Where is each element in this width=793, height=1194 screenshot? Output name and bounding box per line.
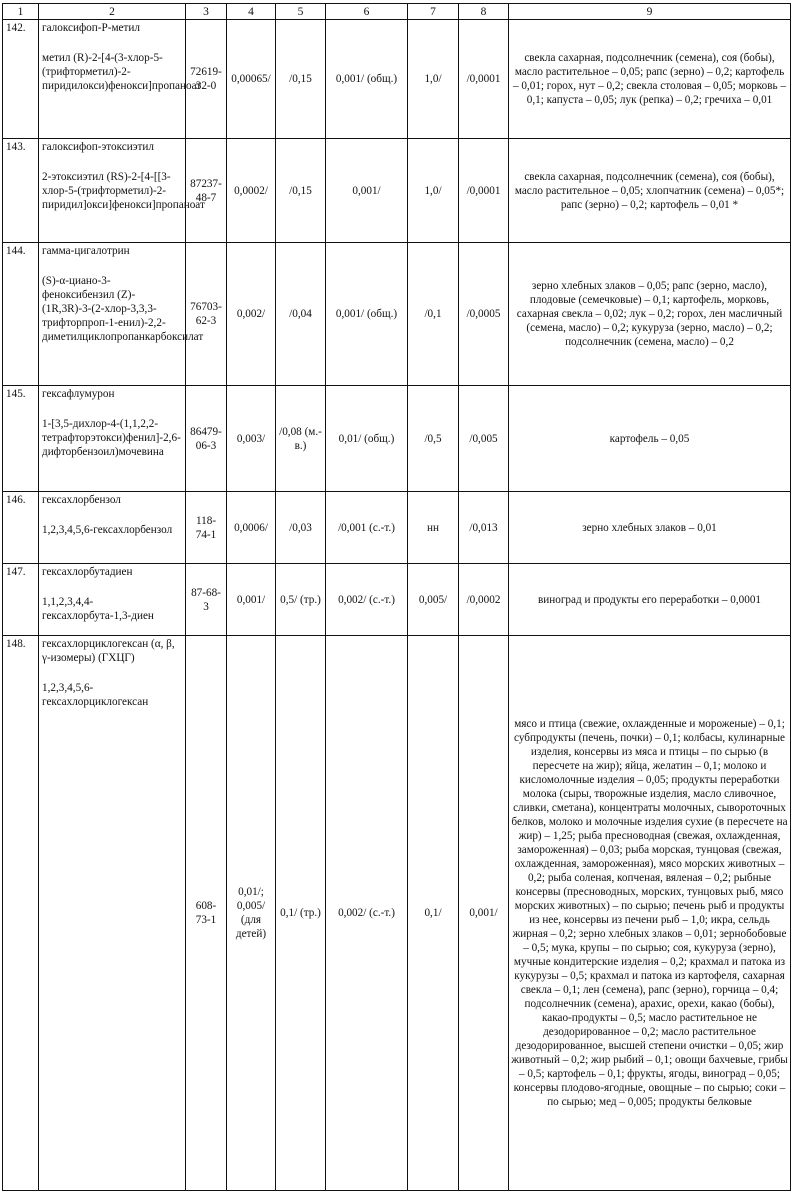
chemical-name: метил (R)-2-[4-(3-хлор-5-(трифторметил)-2-пиридилокси)фенокси]пропаноат — [42, 52, 202, 92]
food-limits: зерно хлебных злаков – 0,01 — [509, 492, 791, 564]
value-col6: 0,002/ (с.-т.) — [326, 564, 408, 636]
substance-name: гексафлумурон — [42, 388, 115, 400]
value-col7: нн — [408, 492, 459, 564]
column-number-row — [3, 4, 791, 20]
cas-number: 86479-06-3 — [186, 386, 227, 492]
substance-name: гексахлорбензол — [42, 494, 121, 506]
food-limits: свекла сахарная, подсолнечник (семена), соя (бобы), масло растительное – 0,05; рапс (зерно) – 0,2; картофель – 0,01; горох, нут – 0,2; свекла столовая – 0,05; морковь – 0,1; капуста – 0,05; лук (репка) – 0,2; гречиха – 0,01 — [509, 20, 791, 139]
table-row — [3, 139, 791, 243]
column-header: 8 — [459, 4, 509, 20]
value-col5: /0,03 — [276, 492, 326, 564]
table-row — [3, 636, 791, 1191]
value-col8: /0,005 — [459, 386, 509, 492]
column-header: 9 — [509, 4, 791, 20]
column-header: 6 — [326, 4, 408, 20]
value-col6: 0,002/ (с.-т.) — [326, 636, 408, 1191]
value-col4: 0,00065/ — [227, 20, 276, 139]
table-row — [3, 243, 791, 386]
value-col8: /0,0001 — [459, 20, 509, 139]
value-col7: /0,1 — [408, 243, 459, 386]
value-col8: /0,013 — [459, 492, 509, 564]
substance-cell — [39, 492, 186, 564]
substance-cell — [39, 243, 204, 386]
value-col8: /0,0001 — [459, 139, 509, 243]
chemical-name: 1,2,3,4,5,6-гексахлорциклогексан — [42, 682, 149, 708]
cas-number: 87-68-3 — [186, 564, 227, 636]
cas-number: 72619-32-0 — [186, 20, 227, 139]
value-col8: /0,0002 — [459, 564, 509, 636]
column-header: 7 — [408, 4, 459, 20]
row-number: 145. — [3, 386, 39, 492]
food-limits: зерно хлебных злаков – 0,05; рапс (зерно, масло), плодовые (семечковые) – 0,1; картофель, морковь, сахарная свекла – 0,02; лук – 0,2; горох, лен масличный (семена, масло) – 0,2; кукуруза (зерно, масло) – 0,2; подсолнечник (семена, масло) – 0,2 — [509, 243, 791, 386]
row-number: 146. — [3, 492, 39, 564]
value-col7: 0,005/ — [408, 564, 459, 636]
value-col6: 0,001/ (общ.) — [326, 20, 408, 139]
value-col8: /0,0005 — [459, 243, 509, 386]
food-limits: свекла сахарная, подсолнечник (семена), соя (бобы), масло растительное – 0,05; хлопчатник (семена) – 0,05*; рапс (зерно) – 0,2; картофель – 0,01 * — [509, 139, 791, 243]
cas-number: 608-73-1 — [186, 636, 227, 1191]
column-header: 1 — [3, 4, 39, 20]
value-col4: 0,0002/ — [227, 139, 276, 243]
value-col5: /0,08 (м.-в.) — [276, 386, 326, 492]
value-col7: 1,0/ — [408, 139, 459, 243]
value-col6: 0,001/ — [326, 139, 408, 243]
regulations-table — [2, 3, 791, 1191]
table-row — [3, 386, 791, 492]
column-header: 4 — [227, 4, 276, 20]
value-col4: 0,003/ — [227, 386, 276, 492]
table-row — [3, 492, 791, 564]
substance-name: гексахлорциклогексан (α, β, γ-изомеры) (ГХЦГ) — [42, 638, 175, 664]
value-col5: /0,15 — [276, 139, 326, 243]
row-number: 142. — [3, 20, 39, 139]
value-col5: /0,15 — [276, 20, 326, 139]
table-row — [3, 564, 791, 636]
cas-number: 87237-48-7 — [186, 139, 227, 243]
row-number: 143. — [3, 139, 39, 243]
substance-cell — [39, 564, 186, 636]
value-col5: 0,5/ (тр.) — [276, 564, 326, 636]
value-col4: 0,01/; 0,005/ (для детей) — [227, 636, 276, 1191]
value-col6: 0,01/ (общ.) — [326, 386, 408, 492]
substance-cell — [39, 386, 186, 492]
cas-number: 76703-62-3 — [186, 243, 227, 386]
substance-name: галоксифоп-этоксиэтил — [42, 141, 154, 153]
substance-name: гексахлорбутадиен — [42, 566, 133, 578]
food-limits: картофель – 0,05 — [509, 386, 791, 492]
substance-cell — [39, 636, 186, 1191]
value-col4: 0,001/ — [227, 564, 276, 636]
substance-cell — [39, 20, 202, 139]
table-row — [3, 20, 791, 139]
chemical-name: (S)-α-циано-3-феноксибензил (Z)-(1R,3R)-3-(2-хлор-3,3,3-трифторпроп-1-енил)-2,2-диметилциклопропанкарбоксилат — [42, 275, 204, 343]
column-header: 5 — [276, 4, 326, 20]
row-number: 144. — [3, 243, 39, 386]
chemical-name: 1-[3,5-дихлор-4-(1,1,2,2-тетрафторэтокси)фенил]-2,6-дифторбензоил)мочевина — [42, 418, 181, 458]
column-header: 2 — [39, 4, 186, 20]
value-col8: 0,001/ — [459, 636, 509, 1191]
value-col6: 0,001/ (общ.) — [326, 243, 408, 386]
value-col7: /0,5 — [408, 386, 459, 492]
cas-number: 118-74-1 — [186, 492, 227, 564]
chemical-name: 2-этоксиэтил (RS)-2-[4-[[3-хлор-5-(трифторметил)-2-пиридил]окси]фенокси]пропаноат — [42, 171, 205, 211]
value-col7: 1,0/ — [408, 20, 459, 139]
value-col5: 0,1/ (тр.) — [276, 636, 326, 1191]
column-header: 3 — [186, 4, 227, 20]
value-col5: /0,04 — [276, 243, 326, 386]
value-col4: 0,002/ — [227, 243, 276, 386]
food-limits: мясо и птица (свежие, охлажденные и мороженые) – 0,1; субпродукты (печень, почки) – 0,1; колбасы, кулинарные изделия, консервы из мяса и птицы – по сырью (в пересчете на жир); яйца, желатин – 0,1; молоко и кисломолочные изделия – 0,05; продукты переработки молока (сыры, творожные изделия, масло сливочное, сливки, сметана), концентраты молочных, сывороточных белков, молоко и молочные изделия сухие (в пересчете на жир) – 1,25; рыба пресноводная (свежая, охлажденная, замороженная) – 0,03; рыба морская, тунцовая (свежая, охлажденная, замороженная), мясо морских животных – 0,2; рыба соленая, копченая, вяленая – 0,2; рыбные консервы (пресноводных, морских, тунцовых рыб, мясо морских животных) – по сырью; печень рыб и продукты из нее, консервы из печени рыб – 1,0; икра, сельдь жирная – 0,2; зерно хлебных злаков – 0,01; зернобобовые – 0,5; мука, крупы – по сырью; соя, кукуруза (зерно), мучные кондитерские изделия – 0,2; крахмал и патока из кукурузы – 0,5; крахмал и патока из картофеля, сахарная свекла – 0,1; лен (семена), рапс (зерно), горчица – 0,4; подсолнечник (семена), арахис, орехи, какао (бобы), какао-продукты – 0,5; масло растительное не дезодорированное – 0,2; масло растительное дезодорированное, высшей степени очистки – 0,05; жир животный – 0,2; жир рыбий – 0,1; овощи бахчевые, грибы – 0,5; картофель – 0,1; фрукты, ягоды, виноград – 0,05; консервы плодово-ягодные, овощные – по сырью; соки – по сырью; мед – 0,005; продукты белковые — [509, 636, 791, 1191]
value-col6: /0,001 (с.-т.) — [326, 492, 408, 564]
row-number: 147. — [3, 564, 39, 636]
chemical-name: 1,1,2,3,4,4-гексахлорбута-1,3-диен — [42, 596, 154, 622]
substance-name: галоксифоп-Р-метил — [42, 22, 140, 34]
food-limits: виноград и продукты его переработки – 0,0001 — [509, 564, 791, 636]
chemical-name: 1,2,3,4,5,6-гексахлорбензол — [42, 524, 173, 536]
value-col4: 0,0006/ — [227, 492, 276, 564]
substance-cell — [39, 139, 205, 243]
substance-name: гамма-цигалотрин — [42, 245, 130, 257]
row-number: 148. — [3, 636, 39, 1191]
value-col7: 0,1/ — [408, 636, 459, 1191]
